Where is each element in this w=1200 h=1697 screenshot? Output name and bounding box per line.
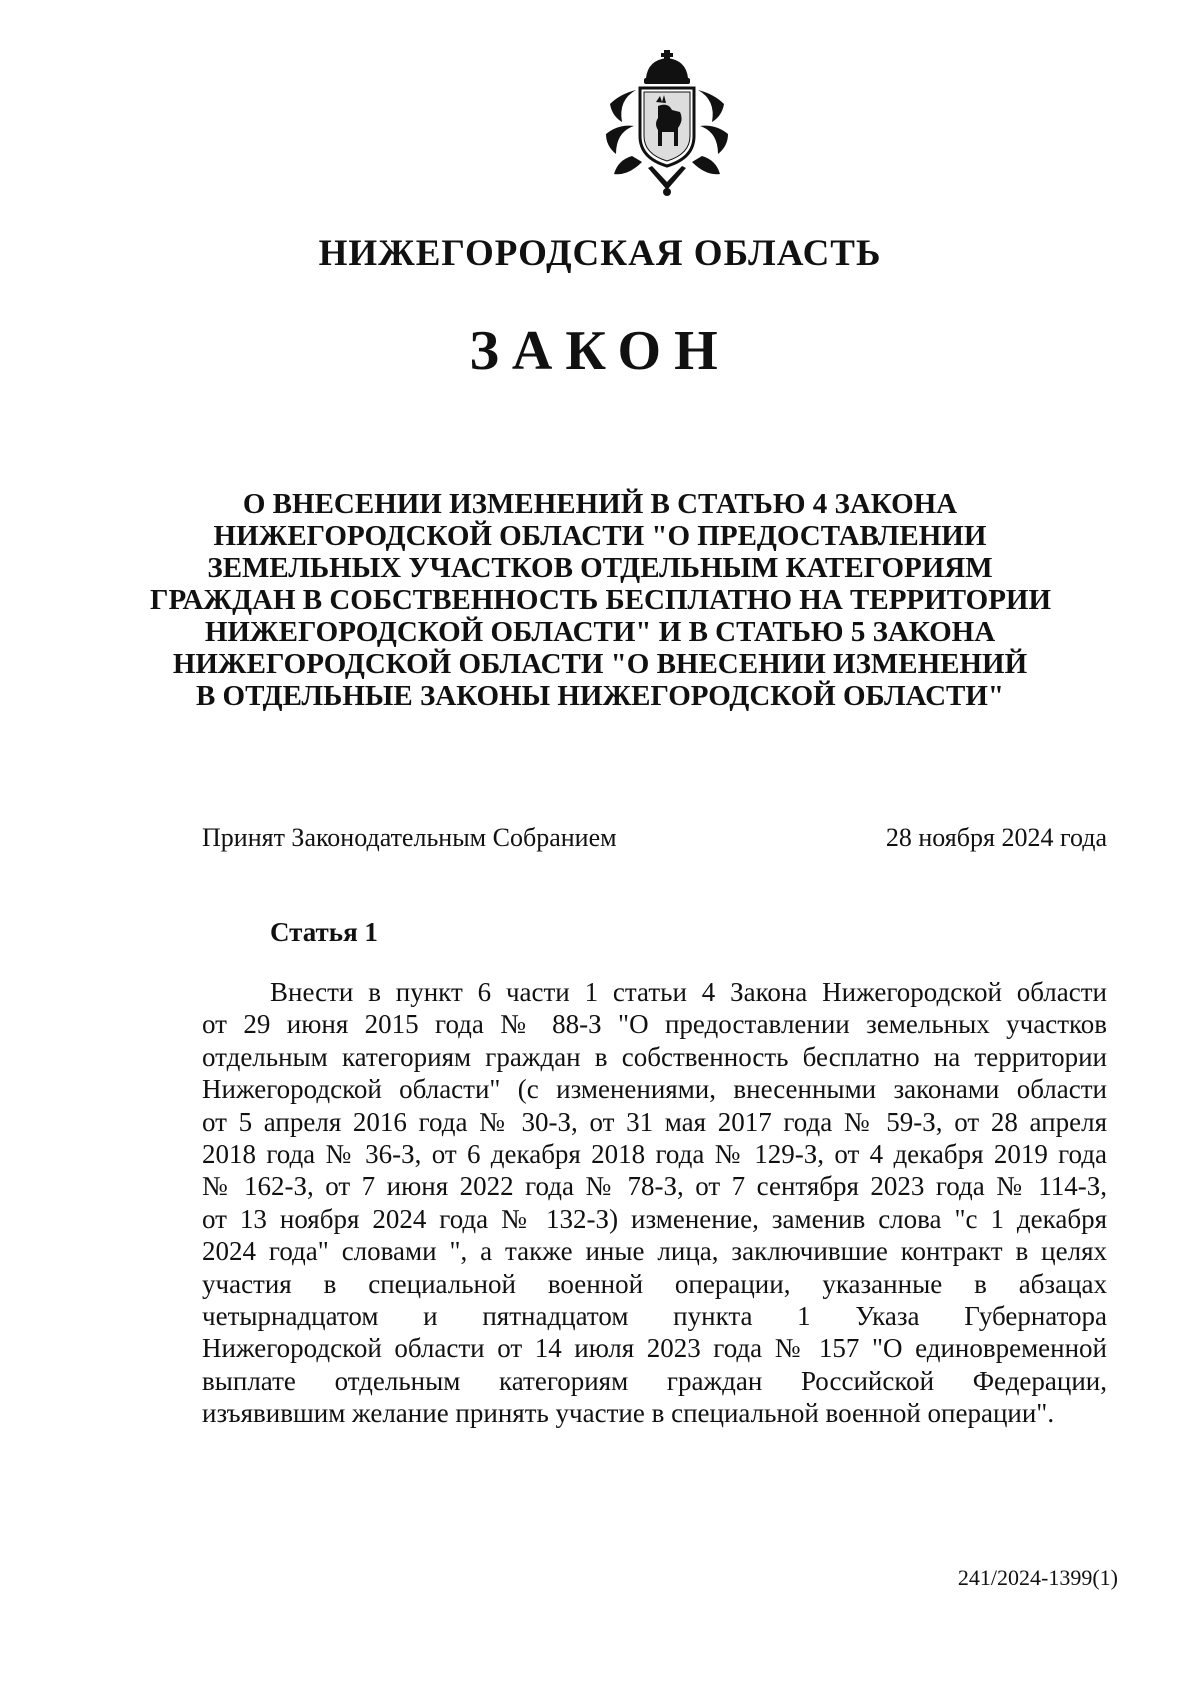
title-line: О ВНЕСЕНИИ ИЗМЕНЕНИЙ В СТАТЬЮ 4 ЗАКОНА: [242, 488, 958, 520]
body-line: № 162-З, от 7 июня 2022 года № 78-З, от 7 сентября 2023 года № 114-З,: [202, 1171, 1107, 1202]
body-line: от 29 июня 2015 года № 88-З "О предоставлении земельных участков: [202, 1009, 1107, 1040]
coat-of-arms-emblem: [598, 50, 736, 200]
title-line: В ОТДЕЛЬНЫЕ ЗАКОНЫ НИЖЕГОРОДСКОЙ ОБЛАСТИ": [195, 680, 1005, 712]
body-line: Нижегородской области от 14 июля 2023 года № 157 "О единовременной: [202, 1333, 1107, 1364]
body-line: от 13 ноября 2024 года № 132-З) изменение, заменив слова "с 1 декабря: [202, 1203, 1107, 1234]
document-type: ЗАКОН: [469, 320, 731, 382]
article-heading: Статья 1: [270, 917, 378, 947]
registration-number: 241/2024-1399(1): [957, 1565, 1118, 1590]
adoption-date: 28 ноября 2024 года: [885, 823, 1107, 852]
body-line: выплате отдельным категориям граждан Российской Федерации,: [202, 1365, 1107, 1396]
law-title: [150, 488, 1050, 712]
body-line: 2024 года" словами ", а также иные лица, заключившие контракт в целях: [202, 1236, 1107, 1267]
body-line: участия в специальной военной операции, указанные в абзацах: [202, 1268, 1107, 1299]
title-line: НИЖЕГОРОДСКОЙ ОБЛАСТИ "О ПРЕДОСТАВЛЕНИИ: [213, 520, 987, 552]
crown-icon: [644, 50, 690, 84]
body-line: Внести в пункт 6 части 1 статьи 4 Закона Нижегородской области: [270, 977, 1107, 1007]
body-line: изъявившим желание принять участие в специальной военной операции".: [202, 1398, 1055, 1429]
title-line: НИЖЕГОРОДСКОЙ ОБЛАСТИ "О ВНЕСЕНИИ ИЗМЕНЕНИЙ: [172, 648, 1028, 680]
title-line: ЗЕМЕЛЬНЫХ УЧАСТКОВ ОТДЕЛЬНЫМ КАТЕГОРИЯМ: [207, 552, 993, 584]
body-line: отдельным категориям граждан в собственность бесплатно на территории: [202, 1041, 1107, 1072]
article-body: [202, 976, 1107, 1429]
body-line: Нижегородской области" (с изменениями, внесенными законами области: [202, 1074, 1107, 1105]
region-name: НИЖЕГОРОДСКАЯ ОБЛАСТЬ: [318, 233, 882, 274]
body-line: от 5 апреля 2016 года № 30-З, от 31 мая 2017 года № 59-З, от 28 апреля: [202, 1106, 1107, 1137]
body-line: четырнадцатом и пятнадцатом пункта 1 Указа Губернатора: [202, 1300, 1107, 1331]
title-line: ГРАЖДАН В СОБСТВЕННОСТЬ БЕСПЛАТНО НА ТЕРРИТОРИИ: [150, 584, 1052, 616]
adopted-by: Принят Законодательным Собранием: [202, 823, 617, 852]
body-line: 2018 года № 36-З, от 6 декабря 2018 года № 129-З, от 4 декабря 2019 года: [202, 1138, 1107, 1169]
title-line: НИЖЕГОРОДСКОЙ ОБЛАСТИ" И В СТАТЬЮ 5 ЗАКОНА: [204, 616, 996, 648]
